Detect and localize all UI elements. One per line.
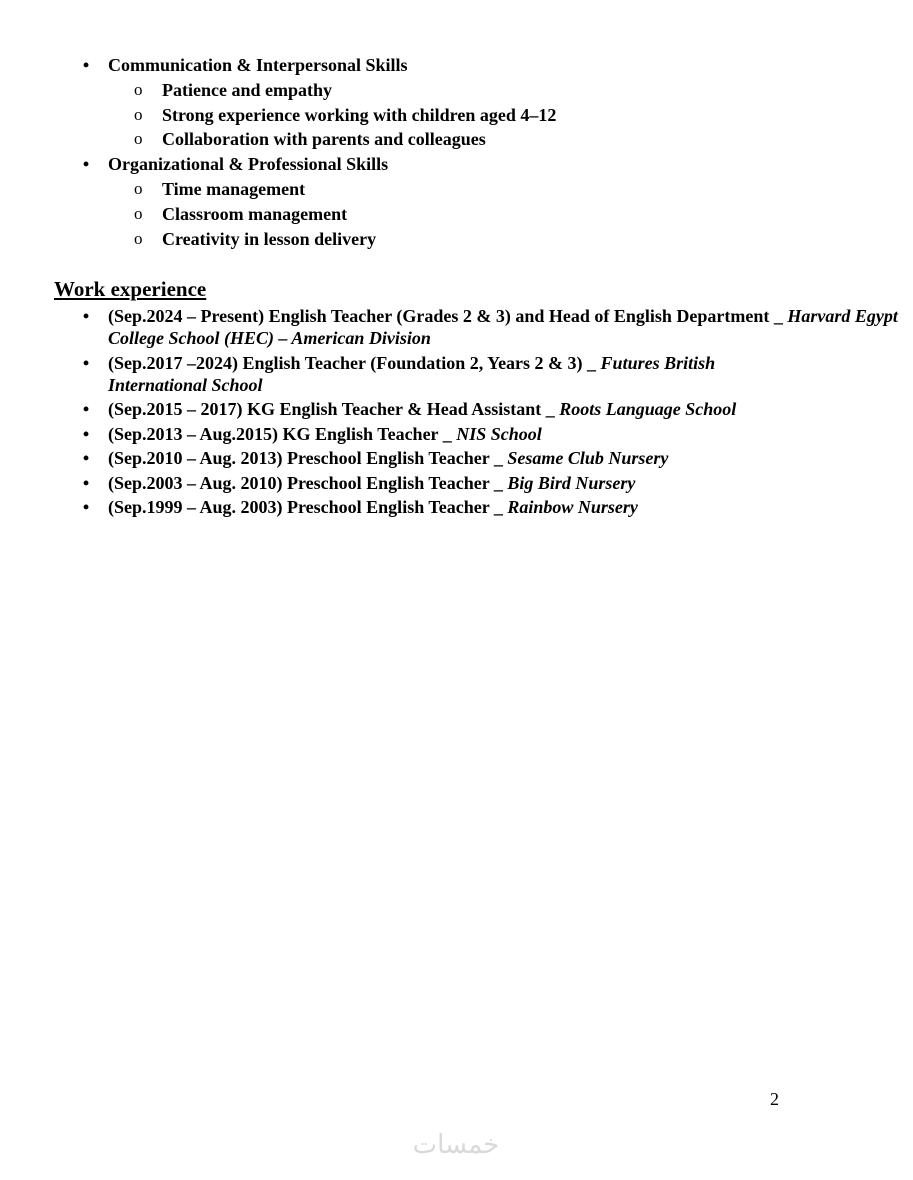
skill-group-title: Communication & Interpersonal Skills [108, 55, 408, 75]
bullet: • [82, 55, 90, 75]
skill-item [108, 103, 900, 128]
skill-item-text: Strong experience working with children aged 4–12 [162, 104, 557, 125]
work-item-text [108, 423, 913, 445]
skill-sublist [108, 177, 900, 251]
work-item [0, 352, 913, 396]
skill-item-text: Creativity in lesson delivery [162, 228, 377, 249]
watermark-text: خمسات [412, 1130, 500, 1160]
skill-group [0, 152, 900, 251]
skill-item [108, 177, 900, 202]
skill-item-text: Classroom management [162, 203, 348, 224]
sub-bullet: o [134, 203, 143, 223]
skill-item-text: Time management [162, 178, 306, 199]
sub-bullet: o [134, 178, 143, 198]
skill-group [0, 53, 900, 152]
work-item-text [108, 447, 913, 469]
page-number: 2 [770, 1089, 779, 1109]
work-item-text [108, 305, 913, 349]
work-period-role: (Sep.2013 – Aug.2015) KG English Teacher _ [108, 423, 457, 444]
skill-item-text: Collaboration with parents and colleagues [162, 129, 486, 150]
work-school: Sesame Club Nursery [507, 448, 669, 468]
work-school: Big Bird Nursery [507, 472, 636, 493]
work-item [0, 447, 913, 469]
bullet: • [82, 352, 90, 373]
skill-group-title: Organizational & Professional Skills [108, 154, 389, 175]
work-period-role: (Sep.2024 – Present) English Teacher (Grades 2 & 3) and Head of English Department _ [108, 306, 788, 326]
work-school: Futures British International School [108, 352, 716, 395]
sub-bullet: o [134, 228, 143, 248]
work-item [0, 496, 913, 518]
work-period-role: (Sep.2010 – Aug. 2013) Preschool English Teacher _ [108, 448, 508, 468]
skill-item-text: Patience and empathy [162, 79, 332, 100]
work-experience-heading: Work experience [54, 277, 207, 301]
bullet: • [82, 448, 90, 468]
work-item [0, 472, 913, 494]
watermark-logo [400, 1126, 512, 1162]
sub-bullet: o [134, 104, 143, 124]
skill-item [108, 227, 900, 252]
work-school: Rainbow Nursery [507, 497, 638, 517]
work-period-role: (Sep.2015 – 2017) KG English Teacher & Head Assistant _ [108, 399, 560, 419]
work-item-text [108, 496, 913, 518]
work-period-role: (Sep.1999 – Aug. 2003) Preschool English Teacher _ [108, 497, 508, 517]
work-period-role: (Sep.2003 – Aug. 2010) Preschool English Teacher _ [108, 472, 508, 493]
work-period-role: (Sep.2017 –2024) English Teacher (Foundation 2, Years 2 & 3) _ [108, 352, 601, 373]
work-school: NIS School [456, 423, 542, 444]
bullet: • [82, 154, 90, 175]
sub-bullet: o [134, 129, 143, 149]
work-item [0, 398, 913, 420]
sub-bullet: o [134, 79, 143, 99]
work-item-text [108, 352, 788, 396]
skills-list [0, 53, 900, 251]
work-item [0, 423, 913, 445]
bullet: • [82, 306, 90, 326]
bullet: • [82, 423, 90, 444]
bullet: • [82, 497, 90, 517]
work-item [0, 305, 913, 349]
skill-item [108, 78, 900, 103]
bullet: • [82, 399, 90, 419]
work-school: Harvard Egypt College School (HEC) – American Division [108, 306, 898, 348]
skill-item [108, 202, 900, 227]
skill-sublist [108, 78, 900, 152]
skill-item [108, 127, 900, 152]
work-school: Roots Language School [559, 399, 737, 419]
work-item-text [108, 398, 913, 420]
work-experience-list [0, 305, 913, 521]
work-item-text [108, 472, 913, 494]
bullet: • [82, 472, 90, 493]
